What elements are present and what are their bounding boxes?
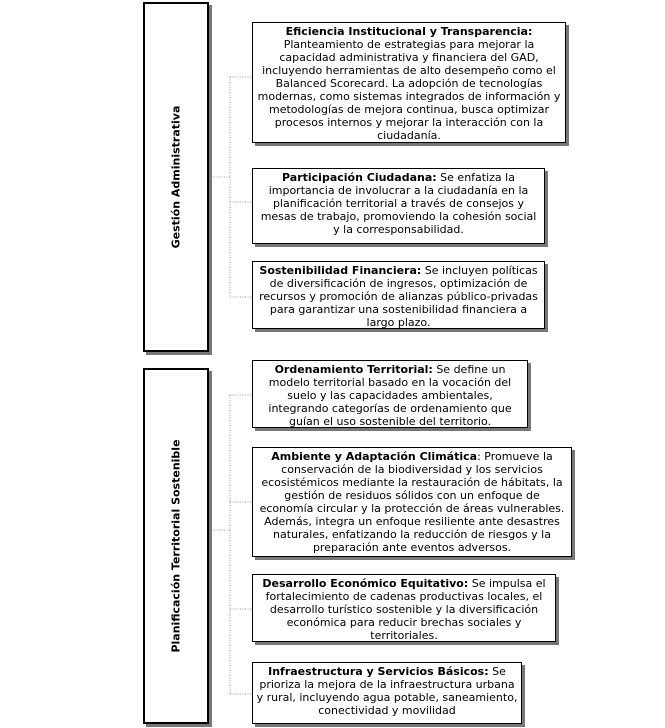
- category-planificacion-territorial: [143, 368, 209, 724]
- item-eficiencia-institucional: [252, 22, 566, 143]
- item-title: Infraestructura y Servicios Básicos:: [268, 665, 489, 678]
- item-infraestructura-servicios: [252, 662, 522, 724]
- item-ambiente-adaptacion-climatica: [252, 447, 572, 557]
- item-title: Desarrollo Económico Equitativo:: [262, 577, 469, 590]
- item-title: Ordenamiento Territorial:: [274, 363, 433, 376]
- item-sostenibilidad-financiera: [252, 261, 545, 329]
- item-title: Ambiente y Adaptación Climática: [271, 450, 478, 463]
- item-desarrollo-economico: [252, 574, 556, 642]
- item-title: Eficiencia Institucional y Transparencia:: [285, 25, 533, 38]
- item-body: : Promueve la conservación de la biodiversidad y los servicios ecosistémicos mediante la restauración de hábitats, la gestión de residuos sólidos con un enfoque de economía circular y la protección de áreas vulnerables. Además, integra un enfoque resiliente ante desastres naturales, enfatizando la reducción de riesgos y la preparación ante eventos adversos.: [259, 450, 565, 554]
- item-participacion-ciudadana: [252, 168, 545, 244]
- item-title: Participación Ciudadana:: [282, 171, 437, 184]
- item-ordenamiento-territorial: [252, 360, 528, 428]
- item-body: Se enfatiza la importancia de involucrar a la ciudadanía en la planificación territorial a través de consejos y mesas de trabajo, promoviendo la cohesión social y la corresponsabilidad.: [260, 171, 537, 236]
- item-body: Se define un modelo territorial basado en la vocación del suelo y las capacidades ambientales, integrando categorías de ordenamiento que guían el uso sostenible del territorio.: [268, 363, 512, 428]
- category-gestion-administrativa: [143, 2, 209, 352]
- category-label: Gestión Administrativa: [169, 105, 183, 249]
- item-body: Se impulsa el fortalecimiento de cadenas productivas locales, el desarrollo turístico sostenible y la diversificación económica para reducir brechas sociales y territoriales.: [265, 577, 546, 642]
- item-title: Sostenibilidad Financiera:: [259, 264, 422, 277]
- item-body: Planteamiento de estrategias para mejorar la capacidad administrativa y financiera del GAD, incluyendo herramientas de alto desempeño como el Balanced Scorecard. La adopción de tecnologías modernas, como sistemas integrados de información y metodologías de mejora continua, busca optimizar procesos internos y mejorar la interacción con la ciudadanía.: [257, 38, 561, 142]
- category-label: Planificación Territorial Sostenible: [169, 439, 183, 653]
- item-body: Se incluyen políticas de diversificación de ingresos, optimización de recursos y promoción de alianzas público-privadas para garantizar una sostenibilidad financiera a largo plazo.: [259, 264, 538, 329]
- item-body: Se prioriza la mejora de la infraestructura urbana y rural, incluyendo agua potable, saneamiento, conectividad y movilidad: [256, 665, 518, 717]
